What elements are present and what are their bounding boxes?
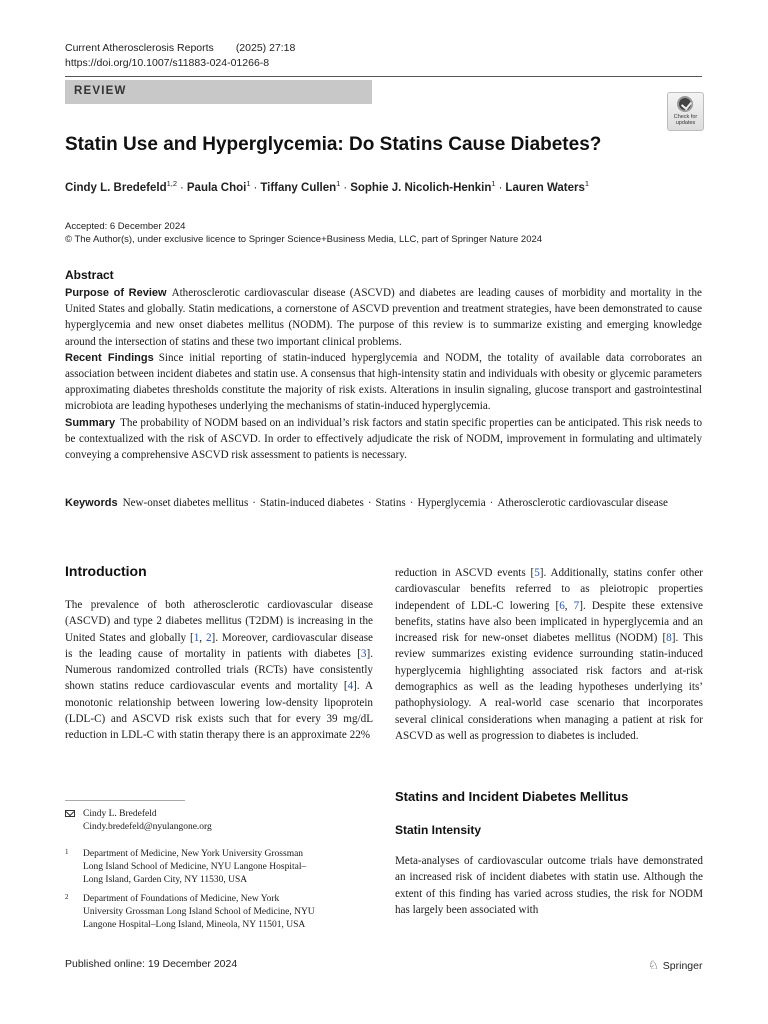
keyword: Statins — [375, 497, 406, 509]
introduction-paragraph-1: The prevalence of both atherosclerotic cardiovascular disease (ASCVD) and type 2 diabetes mellitus (T2DM) is increasing in the United States and globally [1, 2]. Moreover, cardiovascular disease is the leading cause of mortality in patients with diabetes [3]. Numerous randomized controlled trials (RCTs) have consistently shown statins reduce cardiovascular events and mortality [4]. A monotonic relationship between lowering low-density lipoprotein (LDL-C) and ASCVD risk exists such that for every 39 mg/dL reduction in LDL-C with statin therapy there is an approximate 22% — [65, 599, 373, 742]
copyright-line: © The Author(s), under exclusive licence to Springer Science+Business Media, LLC, part of Springer Nature 2024 — [65, 234, 543, 245]
abstract-section: Purpose of Review Atherosclerotic cardiovascular disease (ASCVD) and diabetes are leading causes of morbidity and mortality in the United States and globally. Statin medications, a cornerstone of ASCVD prevention and treatment strategies, have been demonstrated to cause hyperglycemia and new onset diabetes mellitus (NODM). The purpose of this review is to summarize existing and emerging knowledge around the intersection of statins and these two important clinical problems. — [65, 287, 702, 348]
corresponding-author: Cindy L. Bredefeld — [83, 809, 157, 819]
author[interactable]: Tiffany Cullen$^1$ — [260, 179, 341, 194]
accepted-date: Accepted: 6 December 2024 — [65, 221, 186, 232]
keyword: New-onset diabetes mellitus — [122, 497, 249, 509]
journal-volume: (2025) 27:18 — [235, 42, 296, 54]
published-date: Published online: 19 December 2024 — [65, 958, 238, 970]
abstract-section: Recent Findings Since initial reporting of statin-induced hyperglycemia and NODM, the totality of available data corroborates an association between incident diabetes and statin use. A consensus that high-intensity statin and individuals with obesity or glycemic parameters approximating diabetes thresholds constitute the majority of risk exists. Alterations in insulin signaling, glucose transport and gastrointestinal microbiota are leading hypotheses underlying the mechanisms of statin-induced hyperglycemia. — [65, 351, 702, 413]
article-dates — [65, 220, 542, 246]
section-paragraph: Meta-analyses of cardiovascular outcome trials have demonstrated an increased risk of incident diabetes with statin use. Although the extent of this finding has varied across studies, the risk for NODM has largely been associated with — [395, 855, 703, 916]
correspondence — [65, 808, 212, 834]
author-list: Cindy L. Bredefeld$^{1,2}$ · Paula Choi$^1$ · Tiffany Cullen$^1$ · Sophie J. Nicolich-Henkin$^1$ · Lauren Waters$^1$ — [65, 179, 590, 194]
journal-name: Current Atherosclerosis Reports — [65, 42, 214, 54]
abstract-body — [65, 285, 702, 463]
article-title: Statin Use and Hyperglycemia: Do Statins Cause Diabetes? — [65, 134, 602, 155]
check-for-updates-button[interactable] — [667, 92, 704, 131]
springer-horse-icon: ♘ — [648, 958, 659, 972]
keywords: Keywords New-onset diabetes mellitus · Statin-induced diabetes · Statins · Hyperglycemia · Atherosclerotic cardiovascular disease — [65, 497, 668, 509]
keyword: Atherosclerotic cardiovascular disease — [497, 497, 668, 509]
article-type-label: REVIEW — [74, 85, 127, 97]
check-for-updates-label: Check for updates — [673, 114, 698, 126]
abstract-section: Summary The probability of NODM based on an individual’s risk factors and statin specific properties can be anticipated. This risk needs to be contextualized with the risk of ASCVD. In order to effectively adjudicate the risk of NODM, improvement in formulating and ultimately conveying a comprehensive ASCVD risk assessment to patients is necessary. — [65, 416, 702, 462]
check-circle-icon — [677, 96, 693, 112]
citation-link[interactable]: 6 — [559, 599, 565, 612]
article-type-bar — [65, 80, 372, 104]
citation-link[interactable]: 5 — [534, 567, 540, 579]
citation-link[interactable]: 1 — [193, 631, 200, 644]
publisher-logo: ♘ Springer — [648, 958, 703, 972]
introduction-paragraph-2: reduction in ASCVD events [5]. Additionally, statins confer other cardiovascular benefits referred to as pleiotropic properties independent of LDL-C lowering [6, 7]. Despite these extensive benefits, statins have also been implicated in hyperglycemia and an increased risk for new-onset diabetes mellitus (NODM) [8]. This review summarizes existing evidence surrounding statin-induced hyperglycemia highlighting associated risk factors and at-risk demographics as well as the leading hypotheses underlying its’ pathophysiology. A real-world case scenario that incorporates several clinical considerations when managing a patient at risk for ASCVD as well as progression to diabetes is included. — [395, 567, 703, 742]
citation-link[interactable]: 4 — [347, 680, 354, 693]
citation-link[interactable]: 2 — [205, 631, 212, 644]
affiliation: 2 Department of Foundations of Medicine, New York University Grossman Long Island School of Medicine, NYU Langone Hospital–Long Island, Mineola, NY 11501, USA — [65, 893, 315, 930]
citation-link[interactable]: 8 — [666, 632, 672, 645]
keywords-label: Keywords — [65, 497, 118, 509]
citation-link[interactable]: 3 — [360, 647, 367, 660]
affiliation: 1 Department of Medicine, New York University Grossman Long Island School of Medicine, NYU Langone Hospital– Long Island, Garden City, NY 11530, USA — [65, 848, 307, 885]
corresponding-email[interactable]: Cindy.bredefeld@nyulangone.org — [83, 822, 212, 832]
subsection-heading: Statin Intensity — [395, 823, 482, 837]
header-divider — [65, 76, 702, 77]
doi-link[interactable]: https://doi.org/10.1007/s11883-024-01266-8 — [65, 57, 270, 69]
citation-link[interactable]: 7 — [573, 599, 580, 612]
keyword: Statin-induced diabetes — [259, 497, 364, 509]
introduction-heading: Introduction — [65, 563, 147, 579]
keyword: Hyperglycemia — [417, 497, 486, 509]
author[interactable]: Cindy L. Bredefeld$^{1,2}$ — [65, 179, 178, 194]
section-heading: Statins and Incident Diabetes Mellitus — [395, 789, 629, 804]
abstract-heading: Abstract — [65, 268, 114, 282]
envelope-icon — [65, 810, 75, 817]
journal-header — [65, 41, 295, 71]
author[interactable]: Paula Choi$^1$ — [186, 179, 251, 194]
footnote-divider — [65, 800, 185, 801]
author[interactable]: Lauren Waters$^1$ — [505, 179, 590, 194]
author[interactable]: Sophie J. Nicolich-Henkin$^1$ — [350, 179, 496, 194]
